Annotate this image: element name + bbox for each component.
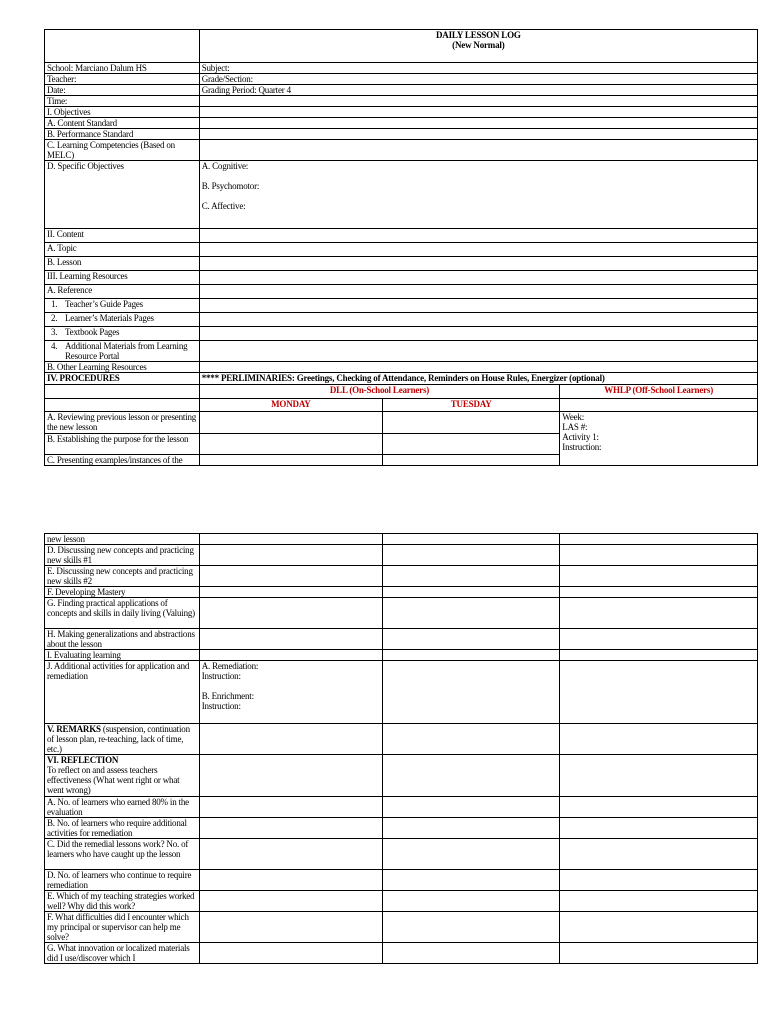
procedure-g-monday[interactable] (199, 598, 382, 629)
additional-materials-value[interactable] (199, 341, 757, 362)
procedure-c-whlp-cont[interactable] (560, 534, 758, 545)
preliminaries-text: : Greetings, Checking of Attendance, Reminders on House Rules, Energizer (optional) (291, 373, 605, 383)
reflection-c-whlp[interactable] (560, 839, 758, 870)
resource-item-number: 1. (51, 299, 58, 309)
reflection-b-monday[interactable] (199, 818, 382, 839)
affective-label: C. Affective: (201, 201, 246, 211)
remarks-label (45, 724, 200, 755)
tuesday-header: TUESDAY (383, 399, 560, 412)
reflection-d-label: D. No. of learners who continue to require remediation (45, 870, 200, 891)
reflection-b-tuesday[interactable] (383, 818, 560, 839)
teachers-guide-value[interactable] (199, 299, 757, 313)
procedure-c-tuesday[interactable] (383, 455, 560, 466)
procedure-b-label: B. Establishing the purpose for the lesson (45, 434, 200, 455)
lesson-log-table-page-1 (44, 29, 758, 466)
resource-item-label: Teacher’s Guide Pages (65, 299, 143, 309)
resource-item-label: Textbook Pages (65, 327, 120, 337)
school-field[interactable]: School: Marciano Dalum HS (45, 63, 200, 74)
date-field[interactable]: Date: (45, 85, 200, 96)
performance-standard-label: B. Performance Standard (45, 129, 200, 140)
whlp-details-cell[interactable] (560, 412, 758, 466)
time-field[interactable]: Time: (45, 96, 200, 107)
resource-item-teachers-guide (45, 299, 200, 313)
reflection-heading: VI. REFLECTION (47, 755, 119, 765)
procedure-h-monday[interactable] (199, 629, 382, 650)
grading-period-field[interactable]: Grading Period: Quarter 4 (199, 85, 757, 96)
procedure-h-tuesday[interactable] (383, 629, 560, 650)
procedure-g-whlp[interactable] (560, 598, 758, 629)
learning-competencies-value[interactable] (199, 140, 757, 161)
remediation-label: A. Remediation: (201, 661, 259, 671)
whlp-day-cell (560, 399, 758, 412)
reflection-a-label: A. No. of learners who earned 80% in the evaluation (45, 797, 200, 818)
lesson-label: B. Lesson (45, 257, 200, 271)
content-value[interactable] (199, 229, 757, 243)
procedure-j-monday[interactable] (199, 661, 382, 724)
learning-competencies-label: C. Learning Competencies (Based on MELC) (45, 140, 200, 161)
reflection-g-tuesday[interactable] (383, 943, 560, 964)
resource-item-label: Learner’s Materials Pages (65, 313, 154, 323)
monday-header: MONDAY (199, 399, 382, 412)
procedure-d-tuesday[interactable] (383, 545, 560, 566)
resource-item-number: 4. (51, 341, 58, 351)
document-subtitle: (New Normal) (452, 40, 505, 50)
preliminaries-cell (199, 373, 757, 385)
reference-value[interactable] (199, 285, 757, 299)
procedure-c-continued-label: new lesson (45, 534, 200, 545)
remarks-heading: V. REMARKS (47, 724, 101, 734)
reflection-e-label: E. Which of my teaching strategies worked well? Why did this work? (45, 891, 200, 912)
procedure-i-monday[interactable] (199, 650, 382, 661)
other-resources-label: B. Other Learning Resources (45, 362, 200, 373)
procedure-g-tuesday[interactable] (383, 598, 560, 629)
reference-label: A. Reference (45, 285, 200, 299)
psychomotor-label: B. Psychomotor: (201, 181, 260, 191)
document-title: DAILY LESSON LOG (436, 30, 521, 40)
blank-label-cell (45, 399, 200, 412)
reflection-f-monday[interactable] (199, 912, 382, 943)
subject-field[interactable]: Subject: (199, 63, 757, 74)
procedure-e-monday[interactable] (199, 566, 382, 587)
procedure-a-label: A. Reviewing previous lesson or presenting the new lesson (45, 412, 200, 434)
header-blank-cell (45, 30, 200, 63)
remarks-whlp[interactable] (560, 724, 758, 755)
remediation-instruction: Instruction: (201, 671, 241, 681)
learners-materials-value[interactable] (199, 313, 757, 327)
objectives-value-cell[interactable] (199, 107, 757, 118)
procedure-f-label: F. Developing Mastery (45, 587, 200, 598)
procedure-f-tuesday[interactable] (383, 587, 560, 598)
procedure-d-monday[interactable] (199, 545, 382, 566)
performance-standard-value[interactable] (199, 129, 757, 140)
reflection-e-whlp[interactable] (560, 891, 758, 912)
reflection-whlp[interactable] (560, 755, 758, 797)
procedure-h-label: H. Making generalizations and abstractions about the lesson (45, 629, 200, 650)
reflection-f-label: F. What difficulties did I encounter which my principal or supervisor can help me solve? (45, 912, 200, 943)
procedure-i-tuesday[interactable] (383, 650, 560, 661)
reflection-f-tuesday[interactable] (383, 912, 560, 943)
reflection-tuesday[interactable] (383, 755, 560, 797)
remarks-description: (suspension, continuation of lesson plan, re-teaching, lack of time, etc.) (47, 724, 190, 754)
reflection-monday[interactable] (199, 755, 382, 797)
textbook-value[interactable] (199, 327, 757, 341)
reflection-d-whlp[interactable] (560, 870, 758, 891)
reflection-label (45, 755, 200, 797)
reflection-g-label: G. What innovation or localized materials did I use/discover which I (45, 943, 200, 964)
procedures-heading: IV. PROCEDURES (45, 373, 200, 385)
reflection-e-tuesday[interactable] (383, 891, 560, 912)
whlp-week: Week: (562, 412, 585, 422)
procedure-e-whlp[interactable] (560, 566, 758, 587)
procedure-e-tuesday[interactable] (383, 566, 560, 587)
content-standard-value[interactable] (199, 118, 757, 129)
procedure-i-whlp[interactable] (560, 650, 758, 661)
header-title-cell (199, 30, 757, 63)
reflection-d-monday[interactable] (199, 870, 382, 891)
reflection-a-tuesday[interactable] (383, 797, 560, 818)
specific-objectives-value[interactable] (199, 161, 757, 229)
resource-item-number: 3. (51, 327, 58, 337)
procedure-b-tuesday[interactable] (383, 434, 560, 455)
reflection-b-whlp[interactable] (560, 818, 758, 839)
procedure-c-monday-cont[interactable] (199, 534, 382, 545)
specific-objectives-label: D. Specific Objectives (45, 161, 200, 229)
reflection-c-label: C. Did the remedial lessons work? No. of learners who have caught up the lesson (45, 839, 200, 870)
objectives-heading: I. Objectives (45, 107, 200, 118)
procedure-c-monday[interactable] (199, 455, 382, 466)
resource-item-number: 2. (51, 313, 58, 323)
resource-item-additional-materials (45, 341, 200, 362)
procedure-a-monday[interactable] (199, 412, 382, 434)
lesson-log-table-page-2 (44, 533, 758, 964)
procedure-j-label: J. Additional activities for application and remediation (45, 661, 200, 724)
procedure-d-label: D. Discussing new concepts and practicing new skills #1 (45, 545, 200, 566)
resource-item-textbook (45, 327, 200, 341)
procedure-e-label: E. Discussing new concepts and practicing new skills #2 (45, 566, 200, 587)
procedure-i-label: I. Evaluating learning (45, 650, 200, 661)
reflection-intro: To reflect on and assess teachers effectiveness (What went right or what went wrong) (47, 765, 180, 795)
dll-header: DLL (On-School Learners) (199, 385, 560, 399)
procedure-f-monday[interactable] (199, 587, 382, 598)
procedure-h-whlp[interactable] (560, 629, 758, 650)
whlp-las: LAS #: (562, 422, 588, 432)
reflection-c-tuesday[interactable] (383, 839, 560, 870)
remarks-monday[interactable] (199, 724, 382, 755)
content-heading: II. Content (45, 229, 200, 243)
procedure-a-tuesday[interactable] (383, 412, 560, 434)
other-resources-value[interactable] (199, 362, 757, 373)
resource-item-label: Additional Materials from Learning Resource Portal (65, 341, 188, 361)
reflection-a-monday[interactable] (199, 797, 382, 818)
preliminaries-label: **** PERLIMINARIES (201, 373, 292, 383)
teacher-field[interactable]: Teacher: (45, 74, 200, 85)
procedure-j-tuesday[interactable] (383, 661, 560, 724)
learning-resources-value[interactable] (199, 271, 757, 285)
enrichment-label: B. Enrichment: (201, 691, 254, 701)
reflection-f-whlp[interactable] (560, 912, 758, 943)
reflection-a-whlp[interactable] (560, 797, 758, 818)
whlp-instruction: Instruction: (562, 442, 602, 452)
cognitive-label: A. Cognitive: (201, 161, 249, 171)
resource-item-learners-materials (45, 313, 200, 327)
procedure-j-whlp[interactable] (560, 661, 758, 724)
procedure-c-tuesday-cont[interactable] (383, 534, 560, 545)
grade-section-field[interactable]: Grade/Section: (199, 74, 757, 85)
reflection-e-monday[interactable] (199, 891, 382, 912)
reflection-g-monday[interactable] (199, 943, 382, 964)
reflection-b-label: B. No. of learners who require additional activities for remediation (45, 818, 200, 839)
procedure-d-whlp[interactable] (560, 545, 758, 566)
topic-label: A. Topic (45, 243, 200, 257)
procedure-c-label: C. Presenting examples/instances of the (45, 455, 200, 466)
reflection-g-whlp[interactable] (560, 943, 758, 964)
time-value-cell[interactable] (199, 96, 757, 107)
procedure-f-whlp[interactable] (560, 587, 758, 598)
learning-resources-heading: III. Learning Resources (45, 271, 200, 285)
enrichment-instruction: Instruction: (201, 701, 241, 711)
procedure-g-label: G. Finding practical applications of concepts and skills in daily living (Valuing) (45, 598, 200, 629)
blank-label-cell (45, 385, 200, 399)
content-standard-label: A. Content Standard (45, 118, 200, 129)
reflection-c-monday[interactable] (199, 839, 382, 870)
topic-value[interactable] (199, 243, 757, 257)
procedure-b-monday[interactable] (199, 434, 382, 455)
whlp-header: WHLP (Off-School Learners) (560, 385, 758, 399)
reflection-d-tuesday[interactable] (383, 870, 560, 891)
remarks-tuesday[interactable] (383, 724, 560, 755)
whlp-activity: Activity 1: (562, 432, 599, 442)
lesson-value[interactable] (199, 257, 757, 271)
